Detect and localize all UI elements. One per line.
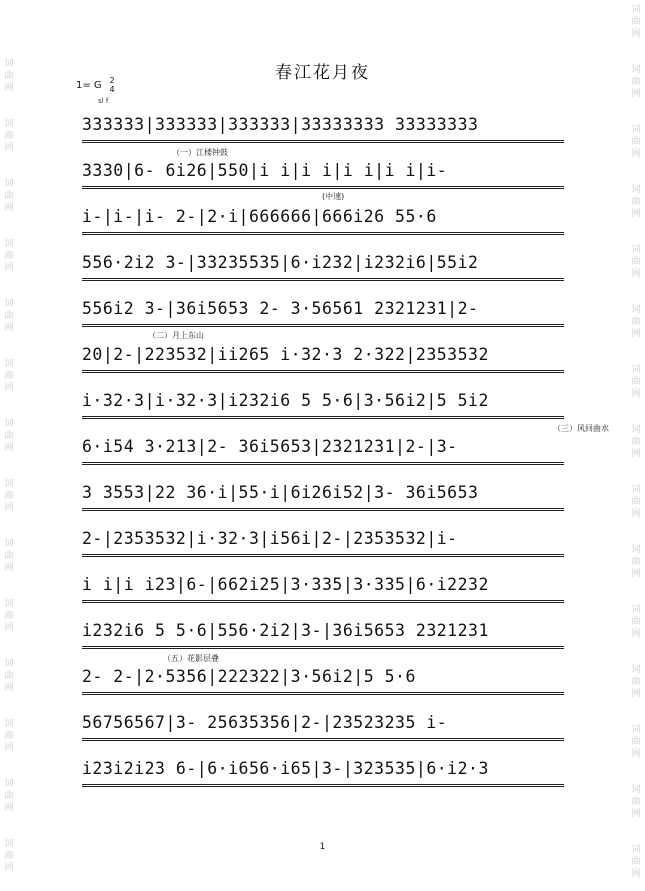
watermark-column-right: [629, 0, 643, 891]
score-line-notes: 333333|333333|333333|33333333 33333333: [82, 114, 564, 143]
score-line-notes: 6·i54 3·213|2- 36i5653|2321231|2-|3-: [82, 436, 564, 465]
score-line: [82, 758, 564, 788]
score-line: [82, 344, 564, 374]
watermark-text: 词 曲 网: [631, 485, 641, 519]
watermark-text: 词 曲 网: [631, 425, 641, 459]
score-line: [82, 482, 564, 512]
score-line-notes: 2- 2-|2·5356|222322|3·56i2|5 5·6: [82, 666, 564, 695]
score-line-notes: 56756567|3- 25635356|2-|23523235 i-: [82, 712, 564, 741]
score-line: [82, 390, 564, 420]
key-subscript: sl f: [98, 97, 109, 105]
watermark-text: 词 曲 网: [631, 125, 641, 159]
watermark-text: 词 曲 网: [631, 5, 641, 39]
score-line: [82, 160, 564, 190]
watermark-text: 词 曲 网: [4, 599, 14, 633]
section-annotation: （二）月上东山: [148, 331, 204, 340]
score-line: [82, 574, 564, 604]
score-line-notes: 556i2 3-|36i5653 2- 3·56561 2321231|2-: [82, 298, 564, 327]
score-line-notes: 556·2i2 3-|33235535|6·i232|i232i6|55i2: [82, 252, 564, 281]
score-line-notes: i-|i-|i- 2-|2·i|666666|666i26 55·6: [82, 206, 564, 235]
score-line: [82, 114, 564, 144]
watermark-column-left: [2, 0, 16, 891]
score-line-notes: 3 3553|22 36·i|55·i|6i26i52|3- 36i5653: [82, 482, 564, 511]
score-line-notes: 2-|2353532|i·32·3|i56i|2-|2353532|i-: [82, 528, 564, 557]
score-line: [82, 436, 564, 466]
watermark-text: 词 曲 网: [631, 665, 641, 699]
watermark-text: 词 曲 网: [631, 545, 641, 579]
score-line: [82, 712, 564, 742]
score-line: [82, 252, 564, 282]
score-line: [82, 298, 564, 328]
watermark-text: 词 曲 网: [631, 245, 641, 279]
time-signature-bottom: 4: [109, 85, 115, 94]
score-line: [82, 528, 564, 558]
score-line: [82, 666, 564, 696]
score-line-notes: i i|i i23|6-|662i25|3·335|3·335|6·i2232: [82, 574, 564, 603]
watermark-text: 词 曲 网: [4, 59, 14, 93]
watermark-text: 词 曲 网: [4, 179, 14, 213]
watermark-text: 词 曲 网: [631, 725, 641, 759]
page-number: 1: [319, 842, 326, 852]
watermark-text: 词 曲 网: [631, 785, 641, 819]
watermark-text: 词 曲 网: [631, 185, 641, 219]
watermark-text: 词 曲 网: [4, 719, 14, 753]
watermark-text: 词 曲 网: [4, 479, 14, 513]
watermark-text: 词 曲 网: [4, 419, 14, 453]
score-line-notes: i232i6 5 5·6|556·2i2|3-|36i5653 2321231: [82, 620, 564, 649]
score-line-notes: i23i2i23 6-|6·i656·i65|3-|323535|6·i2·3: [82, 758, 564, 787]
watermark-text: 词 曲 网: [4, 359, 14, 393]
watermark-text: 词 曲 网: [631, 365, 641, 399]
song-title: 春江花月夜: [275, 63, 370, 83]
watermark-text: 词 曲 网: [4, 299, 14, 333]
watermark-text: 词 曲 网: [4, 119, 14, 153]
score-line-notes: 3330|6- 6i26|550|i i|i i|i i|i i|i-: [82, 160, 564, 189]
time-signature: [108, 76, 116, 94]
section-annotation: （三）风回曲水: [553, 424, 609, 433]
score-line: [82, 620, 564, 650]
score-line: [82, 206, 564, 236]
tempo-annotation: (中速): [322, 192, 345, 201]
watermark-text: 词 曲 网: [4, 779, 14, 813]
key-signature: 1= G: [76, 80, 102, 91]
watermark-text: 词 曲 网: [4, 839, 14, 873]
score-line-notes: i·32·3|i·32·3|i232i6 5 5·6|3·56i2|5 5i2: [82, 390, 564, 419]
time-signature-top: 2: [109, 76, 115, 85]
score-line-notes: 20|2-|223532|ii265 i·32·3 2·322|2353532: [82, 344, 564, 373]
watermark-text: 词 曲 网: [4, 239, 14, 273]
watermark-text: 词 曲 网: [631, 65, 641, 99]
watermark-text: 词 曲 网: [631, 305, 641, 339]
watermark-text: 词 曲 网: [631, 605, 641, 639]
watermark-text: 词 曲 网: [4, 659, 14, 693]
watermark-text: 词 曲 网: [4, 539, 14, 573]
section-annotation: （五）花影层叠: [163, 654, 219, 663]
watermark-text: 词 曲 网: [631, 845, 641, 879]
section-annotation: （一）江楼钟鼓: [172, 148, 228, 157]
